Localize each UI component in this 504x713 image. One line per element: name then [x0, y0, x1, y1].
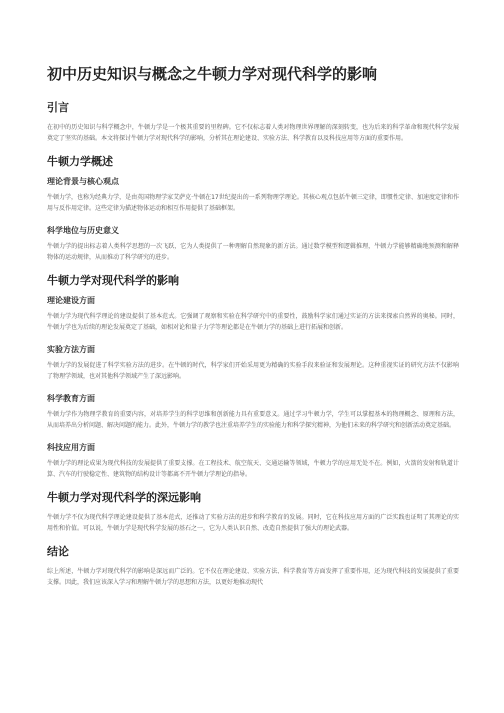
subheading-experimental-methods: 实验方法方面	[47, 345, 95, 354]
paragraph-technology-application: 牛顿力学的理论成果为现代科技的发展提供了重要支撑。在工程技术、航空航天、交通运输等领域，牛顿力学的应用无处不在。例如，火箭的发射和轨道计算、汽车的行驶稳定性、建筑物的结构设计等都离不开牛顿力学理论的指导。	[47, 460, 459, 478]
subheading-science-education: 科学教育方面	[47, 394, 95, 403]
subheading-technology-application: 科技应用方面	[47, 443, 95, 452]
paragraph-intro: 在初中的历史知识与科学概念中，牛顿力学是一个极其重要的里程碑。它不仅标志着人类对物理世界理解的深刻转变，也为后来的科学革命和现代科学发展奠定了坚实的基础。本文将探讨牛顿力学对现代科学的影响，分析其在理论建设、实验方法、科学教育以及科技应用等方面的重要作用。	[47, 124, 459, 142]
paragraph-far-reaching: 牛顿力学不仅为现代科学理论建设提供了基本范式，还推动了实验方法的进步和科学教育的发展。同时，它在科技应用方面的广泛实践也证明了其理论的实用性和价值。可以说，牛顿力学是现代科学发展的基石之一，它为人类认识自然、改造自然提供了强大的理论武器。	[47, 514, 459, 532]
paragraph-conclusion: 综上所述，牛顿力学对现代科学的影响是深远而广泛的。它不仅在理论建设、实验方法、科学教育等方面发挥了重要作用，还为现代科技的发展提供了重要支撑。因此，我们应该深入学习和理解牛顿力学的思想和方法，以更好地推动现代	[47, 568, 459, 586]
section-heading-overview: 牛顿力学概述	[47, 155, 113, 168]
section-heading-intro: 引言	[47, 101, 69, 114]
paragraph-experimental-methods: 牛顿力学的发展促进了科学实验方法的进步。在牛顿的时代，科学家们开始采用更为精确的实验手段来验证和发展理论。这种重视实证的研究方法不仅影响了物理学领域，也对其他科学领域产生了深远影响。	[47, 362, 459, 380]
paragraph-science-education: 牛顿力学作为物理学教育的重要内容，对培养学生的科学思维和创新能力具有重要意义。通过学习牛顿力学，学生可以掌握基本的物理概念、原理和方法，从而培养出分析问题、解决问题的能力。此外，牛顿力学的教学也注重培养学生的实验能力和科学探究精神，为他们未来的科学研究和创新活动奠定基础。	[47, 411, 459, 429]
paragraph-theory-building: 牛顿力学为现代科学理论的建设提供了基本范式。它强调了观察和实验在科学研究中的重要性，鼓励科学家们通过实证的方法来探索自然界的奥秘。同时，牛顿力学也为后续的理论发展奠定了基础，如相对论和量子力学等理论都是在牛顿力学的基础上进行拓展和创新。	[47, 313, 459, 331]
section-heading-impact: 牛顿力学对现代科学的影响	[47, 274, 179, 287]
paragraph-theory-background: 牛顿力学，也称为经典力学，是由英国物理学家艾萨克·牛顿在17世纪提出的一系列物理学理论。其核心观点包括牛顿三定律，即惯性定律、加速度定律和作用与反作用定律。这些定律为描述物体运动和相互作用提供了基础框架。	[47, 194, 459, 212]
section-heading-far-reaching: 牛顿力学对现代科学的深远影响	[47, 491, 201, 504]
document-body	[47, 64, 459, 599]
subheading-theory-background: 理论背景与核心观点	[47, 177, 119, 186]
section-heading-conclusion: 结论	[47, 545, 69, 558]
page-title: 初中历史知识与概念之牛顿力学对现代科学的影响	[47, 65, 378, 83]
subheading-scientific-status: 科学地位与历史意义	[47, 226, 119, 235]
paragraph-scientific-status: 牛顿力学的提出标志着人类科学思想的一次飞跃，它为人类提供了一种理解自然现象的新方法。通过数学模型和逻辑推理，牛顿力学能够精确地预测和解释物体的运动规律，从而推动了科学研究的进步。	[47, 243, 459, 261]
subheading-theory-building: 理论建设方面	[47, 296, 95, 305]
